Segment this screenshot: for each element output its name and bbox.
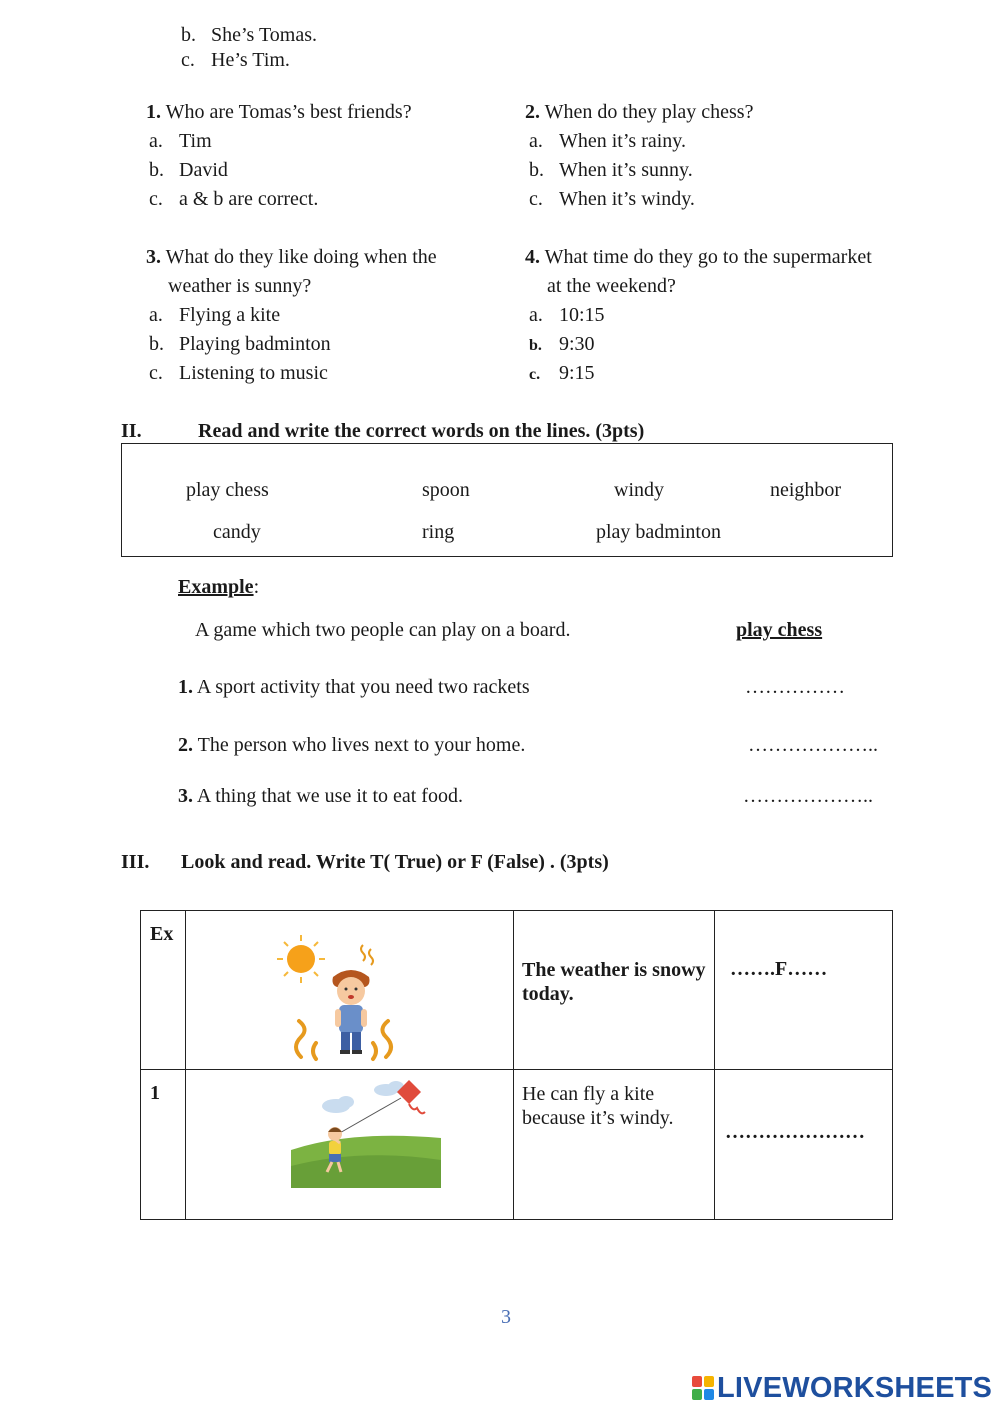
option-b-top: b. She’s Tomas. (181, 24, 318, 46)
question-4: 4. What time do they go to the supermarket (525, 246, 872, 268)
word-bank-item: play badminton (596, 521, 721, 543)
hot-sunny-boy-illustration (271, 929, 421, 1064)
answer-cell[interactable]: ………………… (715, 1070, 893, 1220)
word-bank-item: ring (422, 521, 455, 543)
section-3-title: Look and read. Write T( True) or F (False) . (3pts) (181, 851, 609, 873)
word-bank-item: windy (614, 479, 664, 501)
picture-cell (186, 1070, 514, 1220)
definition-item-1: 1. A sport activity that you need two rackets (178, 676, 530, 698)
q4-option-b: b. 9:30 (529, 333, 595, 355)
boy-figure (333, 970, 370, 1054)
liveworksheets-logo[interactable]: LIVEWORKSHEETS (692, 1374, 992, 1402)
page-number: 3 (501, 1306, 511, 1328)
word-bank-item: spoon (422, 479, 470, 501)
statement-cell: The weather is snowy today. (514, 911, 715, 1070)
question-4-line2: at the weekend? (547, 275, 676, 297)
row-number-cell: 1 (141, 1070, 186, 1220)
section-2-roman: II. (121, 420, 142, 442)
table-row (141, 1070, 893, 1220)
q3-option-c: c. Listening to music (149, 362, 328, 384)
word-bank-item: candy (213, 521, 261, 543)
q2-option-c: c. When it’s windy. (529, 188, 695, 210)
q4-option-a: a. 10:15 (529, 304, 605, 326)
picture-cell (186, 911, 514, 1070)
answer-blank-1[interactable]: …………… (745, 676, 845, 698)
section-3-roman: III. (121, 851, 150, 873)
word-bank-item: play chess (186, 479, 269, 501)
q1-option-b: b. David (149, 159, 228, 181)
table-row (141, 911, 893, 1070)
section-2-title: Read and write the correct words on the lines. (3pts) (198, 420, 645, 442)
example-answer: play chess (736, 619, 823, 641)
question-3: 3. What do they like doing when the (146, 246, 437, 268)
example-label: Example: (178, 576, 260, 598)
word-bank-item: neighbor (770, 479, 842, 501)
heat-wave-icon (361, 945, 373, 965)
q4-option-c: c. 9:15 (529, 362, 595, 384)
liveworksheets-logo-icon (692, 1376, 714, 1400)
q2-option-b: b. When it’s sunny. (529, 159, 693, 181)
definition-item-2: 2. The person who lives next to your home. (178, 734, 526, 756)
sun-icon (277, 935, 325, 983)
answer-blank-3[interactable]: ……………….. (743, 785, 873, 807)
q1-option-a: a. Tim (149, 130, 212, 152)
option-c-top: c. He’s Tim. (181, 49, 290, 71)
answer-blank-2[interactable]: ……………….. (748, 734, 878, 756)
question-3-line2: weather is sunny? (168, 275, 312, 297)
question-2: 2. When do they play chess? (525, 101, 754, 123)
true-false-table (140, 910, 893, 1220)
q1-option-c: c. a & b are correct. (149, 188, 319, 210)
example-text: A game which two people can play on a board. (195, 619, 571, 641)
q2-option-a: a. When it’s rainy. (529, 130, 687, 152)
question-1: 1. Who are Tomas’s best friends? (146, 101, 412, 123)
q3-option-b: b. Playing badminton (149, 333, 331, 355)
definition-item-3: 3. A thing that we use it to eat food. (178, 785, 463, 807)
statement-cell: He can fly a kite because it’s windy. (514, 1070, 715, 1220)
answer-cell: …….F…… (715, 911, 893, 1070)
q3-option-a: a. Flying a kite (149, 304, 281, 326)
row-number-cell: Ex (141, 911, 186, 1070)
cloud-icon (322, 1081, 404, 1113)
boy-flying-kite-illustration (291, 1078, 441, 1188)
